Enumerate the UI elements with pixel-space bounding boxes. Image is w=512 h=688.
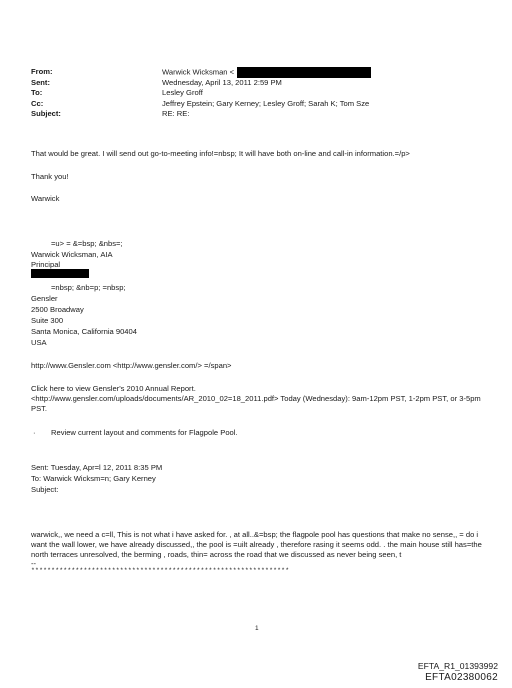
cc-row <box>31 99 471 110</box>
redaction-bar <box>31 269 89 278</box>
redaction-bar <box>237 67 371 78</box>
cc-label: Cc: <box>31 98 44 108</box>
sign-name: Warwick <box>31 194 60 203</box>
cc-value: Jeffrey Epstein; Gary Kerney; Lesley Groff; Sarah K; Tom Sze <box>162 98 370 108</box>
address-line-1: 2500 Broadway <box>31 305 84 314</box>
email-header <box>31 67 471 120</box>
address-line-4: USA <box>31 338 47 347</box>
encoded-row-2: =nbsp; &nb=p; =nbsp; <box>51 283 126 292</box>
bullet-mark: · <box>33 428 36 437</box>
signature-dashes: -- <box>31 559 37 568</box>
page-number: 1 <box>255 625 259 632</box>
to-value: Lesley Groff <box>162 88 203 98</box>
efta-id-small: EFTA_R1_01393992 <box>417 661 498 671</box>
from-row <box>31 67 471 78</box>
annual-report-url: <http://www.gensler.com/uploads/documents/AR_2010_02=18_2011.pdf> Today (Wednesday): 9am-12pm PST, 1-2pm PST, or 3-5pm PST. <box>31 394 481 414</box>
sent-row <box>31 78 471 89</box>
message-paragraph: warwick,, we need a c=ll, This is not what i have asked for. , at all..&=bsp; the flagpole pool has questions that make no sense,, = do i want the wall lower, we have already discussed,, the pool is =uilt already , therefore rasing it seems odd. . the main house still has=the north terraces unresolved, the berming , roads, thin= across the road that we discussed as never being seen, t <box>31 530 482 560</box>
subject-value: RE: RE: <box>162 109 190 119</box>
encoded-row-1: =u> = &=bsp; &nbs=; <box>51 239 123 248</box>
bullet-text: Review current layout and comments for Flagpole Pool. <box>51 428 238 437</box>
address-line-3: Santa Monica, California 90404 <box>31 327 137 336</box>
body-line-1: That would be great. I will send out go-to-meeting info!=nbsp; It will have both on-line and call-in information.=/p> <box>31 149 410 158</box>
thanks-line: Thank you! <box>31 172 69 181</box>
annual-report-line: Click here to view Gensler's 2010 Annual Report. <box>31 384 196 393</box>
separator-stars: **************************************************************** <box>31 567 290 574</box>
to-label: To: <box>31 88 43 98</box>
from-value <box>162 67 371 78</box>
subject-row <box>31 109 471 120</box>
prev-subject: Subject: <box>31 485 59 494</box>
prev-to: To: Warwick Wicksm=n; Gary Kerney <box>31 474 156 483</box>
efta-id-large: EFTA02380062 <box>425 672 498 683</box>
signature-name: Warwick Wicksman, AIA <box>31 250 113 259</box>
company-name: Gensler <box>31 294 58 303</box>
prev-sent: Sent: Tuesday, Apr=l 12, 2011 8:35 PM <box>31 463 163 472</box>
sent-label: Sent: <box>31 77 50 87</box>
website-link: http://www.Gensler.com <http://www.gensler.com/> =/span> <box>31 361 232 370</box>
to-row <box>31 88 471 99</box>
address-line-2: Suite 300 <box>31 316 64 325</box>
from-label: From: <box>31 67 53 76</box>
from-name: Warwick Wicksman < <box>162 67 235 77</box>
subject-label: Subject: <box>31 109 61 119</box>
signature-title: Principal <box>31 260 61 269</box>
sent-value: Wednesday, April 13, 2011 2:59 PM <box>162 77 282 87</box>
